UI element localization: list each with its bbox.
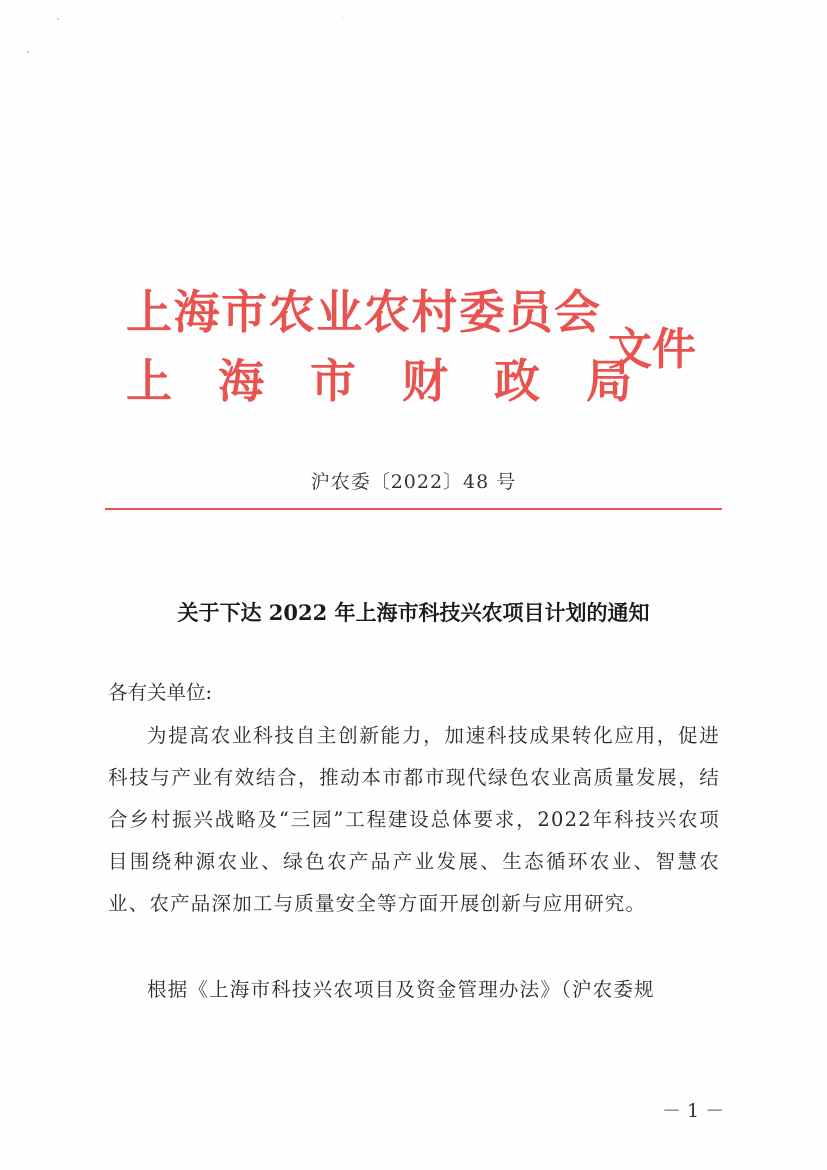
- body-paragraph-2: 根据《上海市科技兴农项目及资金管理办法》（沪农委规: [147, 978, 655, 1001]
- page-number: － 1 －: [662, 1100, 725, 1122]
- document-word: 文件: [608, 324, 696, 375]
- issuer-line-1: 上海市农业农村委员会: [126, 285, 601, 339]
- salutation: 各有关单位:: [108, 681, 213, 704]
- scan-speck: [342, 17, 343, 18]
- body-paragraph-1: 为提高农业科技自主创新能力，加速科技成果转化应用，促进科技与产业有效结合，推动本市都市现代绿色农业高质量发展，结合乡村振兴战略及“三园”工程建设总体要求，2022年科技兴农项目围绕种源农业、绿色农产品产业发展、生态循环农业、智慧农业、农产品深加工与质量安全等方面开展创新与应用研究。: [108, 724, 720, 915]
- scan-speck: [57, 18, 59, 20]
- scan-speck: [27, 51, 29, 53]
- issuer-line-2: 上 海 市 财 政 局: [126, 354, 632, 408]
- red-divider-line: [105, 508, 722, 510]
- document-title: 关于下达 2022 年上海市科技兴农项目计划的通知: [177, 600, 650, 625]
- document-number: 沪农委〔2022〕48 号: [310, 471, 517, 493]
